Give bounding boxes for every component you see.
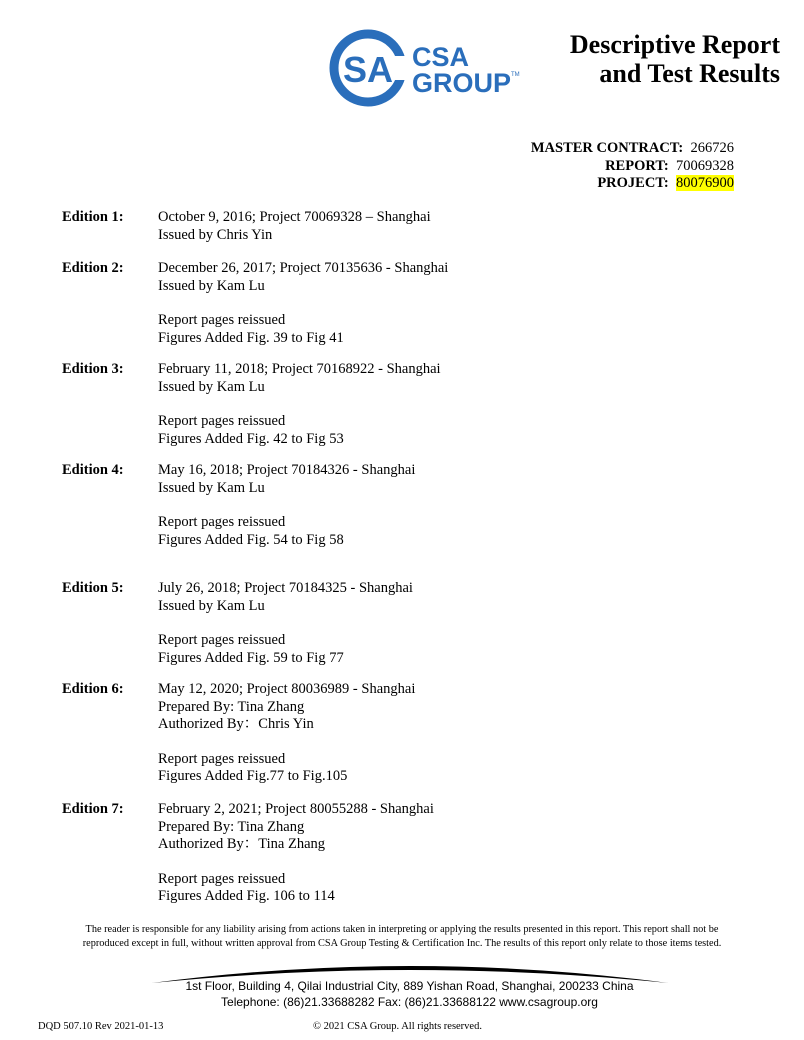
edition-line: Authorized By：Chris Yin [158,716,314,732]
edition-details [158,260,448,347]
edition-line: December 26, 2017; Project 70135636 - Shanghai [158,260,449,276]
master-contract-value: 266726 [690,140,734,156]
edition-details [158,209,431,244]
edition-paragraph [158,312,448,347]
edition-paragraph [158,580,413,615]
svg-text:GROUP: GROUP [412,68,512,98]
disclaimer-line-2: reproduced except in full, without written approval from CSA Group Testing & Certification Inc. The results of this report only relate to those items tested. [82,937,722,949]
svg-text:CSA: CSA [412,42,470,72]
master-contract [531,140,734,158]
edition-line: Report pages reissued [158,632,286,648]
svg-text:TM: TM [511,72,520,78]
edition-label: Edition 2: [62,260,124,276]
edition-line: Figures Added Fig. 39 to Fig 41 [158,329,344,346]
edition-paragraph [158,751,415,786]
edition-details [158,580,413,667]
edition-paragraph [158,462,415,497]
edition-line: Figures Added Fig. 42 to Fig 53 [158,430,344,447]
svg-text:SA: SA [342,49,394,90]
master-contract-label: MASTER CONTRACT: [530,140,684,156]
edition-paragraph [158,801,434,854]
edition-details [158,681,415,786]
edition-line: Issued by Kam Lu [158,479,265,496]
edition-label: Edition 5: [62,580,124,596]
edition-line: Prepared By: Tina Zhang [158,698,305,715]
edition-line: Report pages reissued [158,312,286,328]
project-number [531,175,734,193]
edition-paragraph [158,209,431,244]
edition-label: Edition 6: [62,681,124,697]
edition-line: Issued by Chris Yin [158,226,273,243]
disclaimer [40,923,764,950]
edition-paragraph [158,361,441,396]
edition-details [158,801,434,906]
footer-address [0,978,804,1010]
edition-line: Issued by Kam Lu [158,277,265,294]
edition-paragraph [158,413,441,448]
edition-line: October 9, 2016; Project 70069328 – Shanghai [158,209,431,225]
address-line: 1st Floor, Building 4, Qilai Industrial City, 889 Yishan Road, Shanghai, 200233 China [185,979,634,993]
document-title [570,30,780,88]
form-id: DQD 507.10 Rev 2021-01-13 [38,1021,164,1032]
edition-line: July 26, 2018; Project 70184325 - Shanghai [158,580,413,596]
title-line-2: and Test Results [599,59,780,88]
edition-line: February 2, 2021; Project 80055288 - Shanghai [158,801,434,817]
edition-line: Report pages reissued [158,750,286,767]
edition-line: Issued by Kam Lu [158,378,265,395]
report-label: REPORT: [605,157,669,174]
edition-line: Issued by Kam Lu [158,597,265,614]
contact-line: Telephone: (86)21.33688282 Fax: (86)21.33688122 www.csagroup.org [221,995,598,1009]
edition-label: Edition 1: [62,209,124,225]
edition-line: Prepared By: Tina Zhang [158,818,305,835]
csa-group-logo [328,26,528,110]
edition-details [158,361,441,448]
edition-line: Figures Added Fig. 59 to Fig 77 [158,649,344,666]
edition-line: Report pages reissued [158,870,286,887]
project-value: 80076900 [676,175,734,191]
report-value: 70069328 [676,157,734,174]
edition-line: Figures Added Fig. 54 to Fig 58 [158,531,344,548]
edition-label: Edition 7: [62,801,124,817]
edition-paragraph [158,514,415,549]
edition-details [158,462,415,549]
edition-line: Figures Added Fig. 106 to 114 [158,888,335,904]
edition-label: Edition 4: [62,462,124,478]
copyright: © 2021 CSA Group. All rights reserved. [313,1021,482,1032]
edition-line: May 16, 2018; Project 70184326 - Shanghai [158,462,416,478]
disclaimer-line-1: The reader is responsible for any liability arising from actions taken in interpreting or applying the results presented in this report. This report shall not be [85,924,719,935]
report-meta [531,140,734,193]
edition-line: Figures Added Fig.77 to Fig.105 [158,768,348,784]
edition-line: Report pages reissued [158,514,286,530]
title-line-1: Descriptive Report [569,30,780,59]
edition-line: May 12, 2020; Project 80036989 - Shanghai [158,681,416,697]
edition-line: February 11, 2018; Project 70168922 - Shanghai [158,361,441,377]
edition-paragraph [158,871,434,906]
edition-paragraph [158,260,448,295]
edition-line: Authorized By：Tina Zhang [158,836,326,852]
edition-line: Report pages reissued [158,413,286,429]
edition-label: Edition 3: [62,361,124,377]
project-label: PROJECT: [597,175,669,191]
edition-paragraph [158,681,415,734]
edition-paragraph [158,632,413,667]
report-number [531,158,734,176]
